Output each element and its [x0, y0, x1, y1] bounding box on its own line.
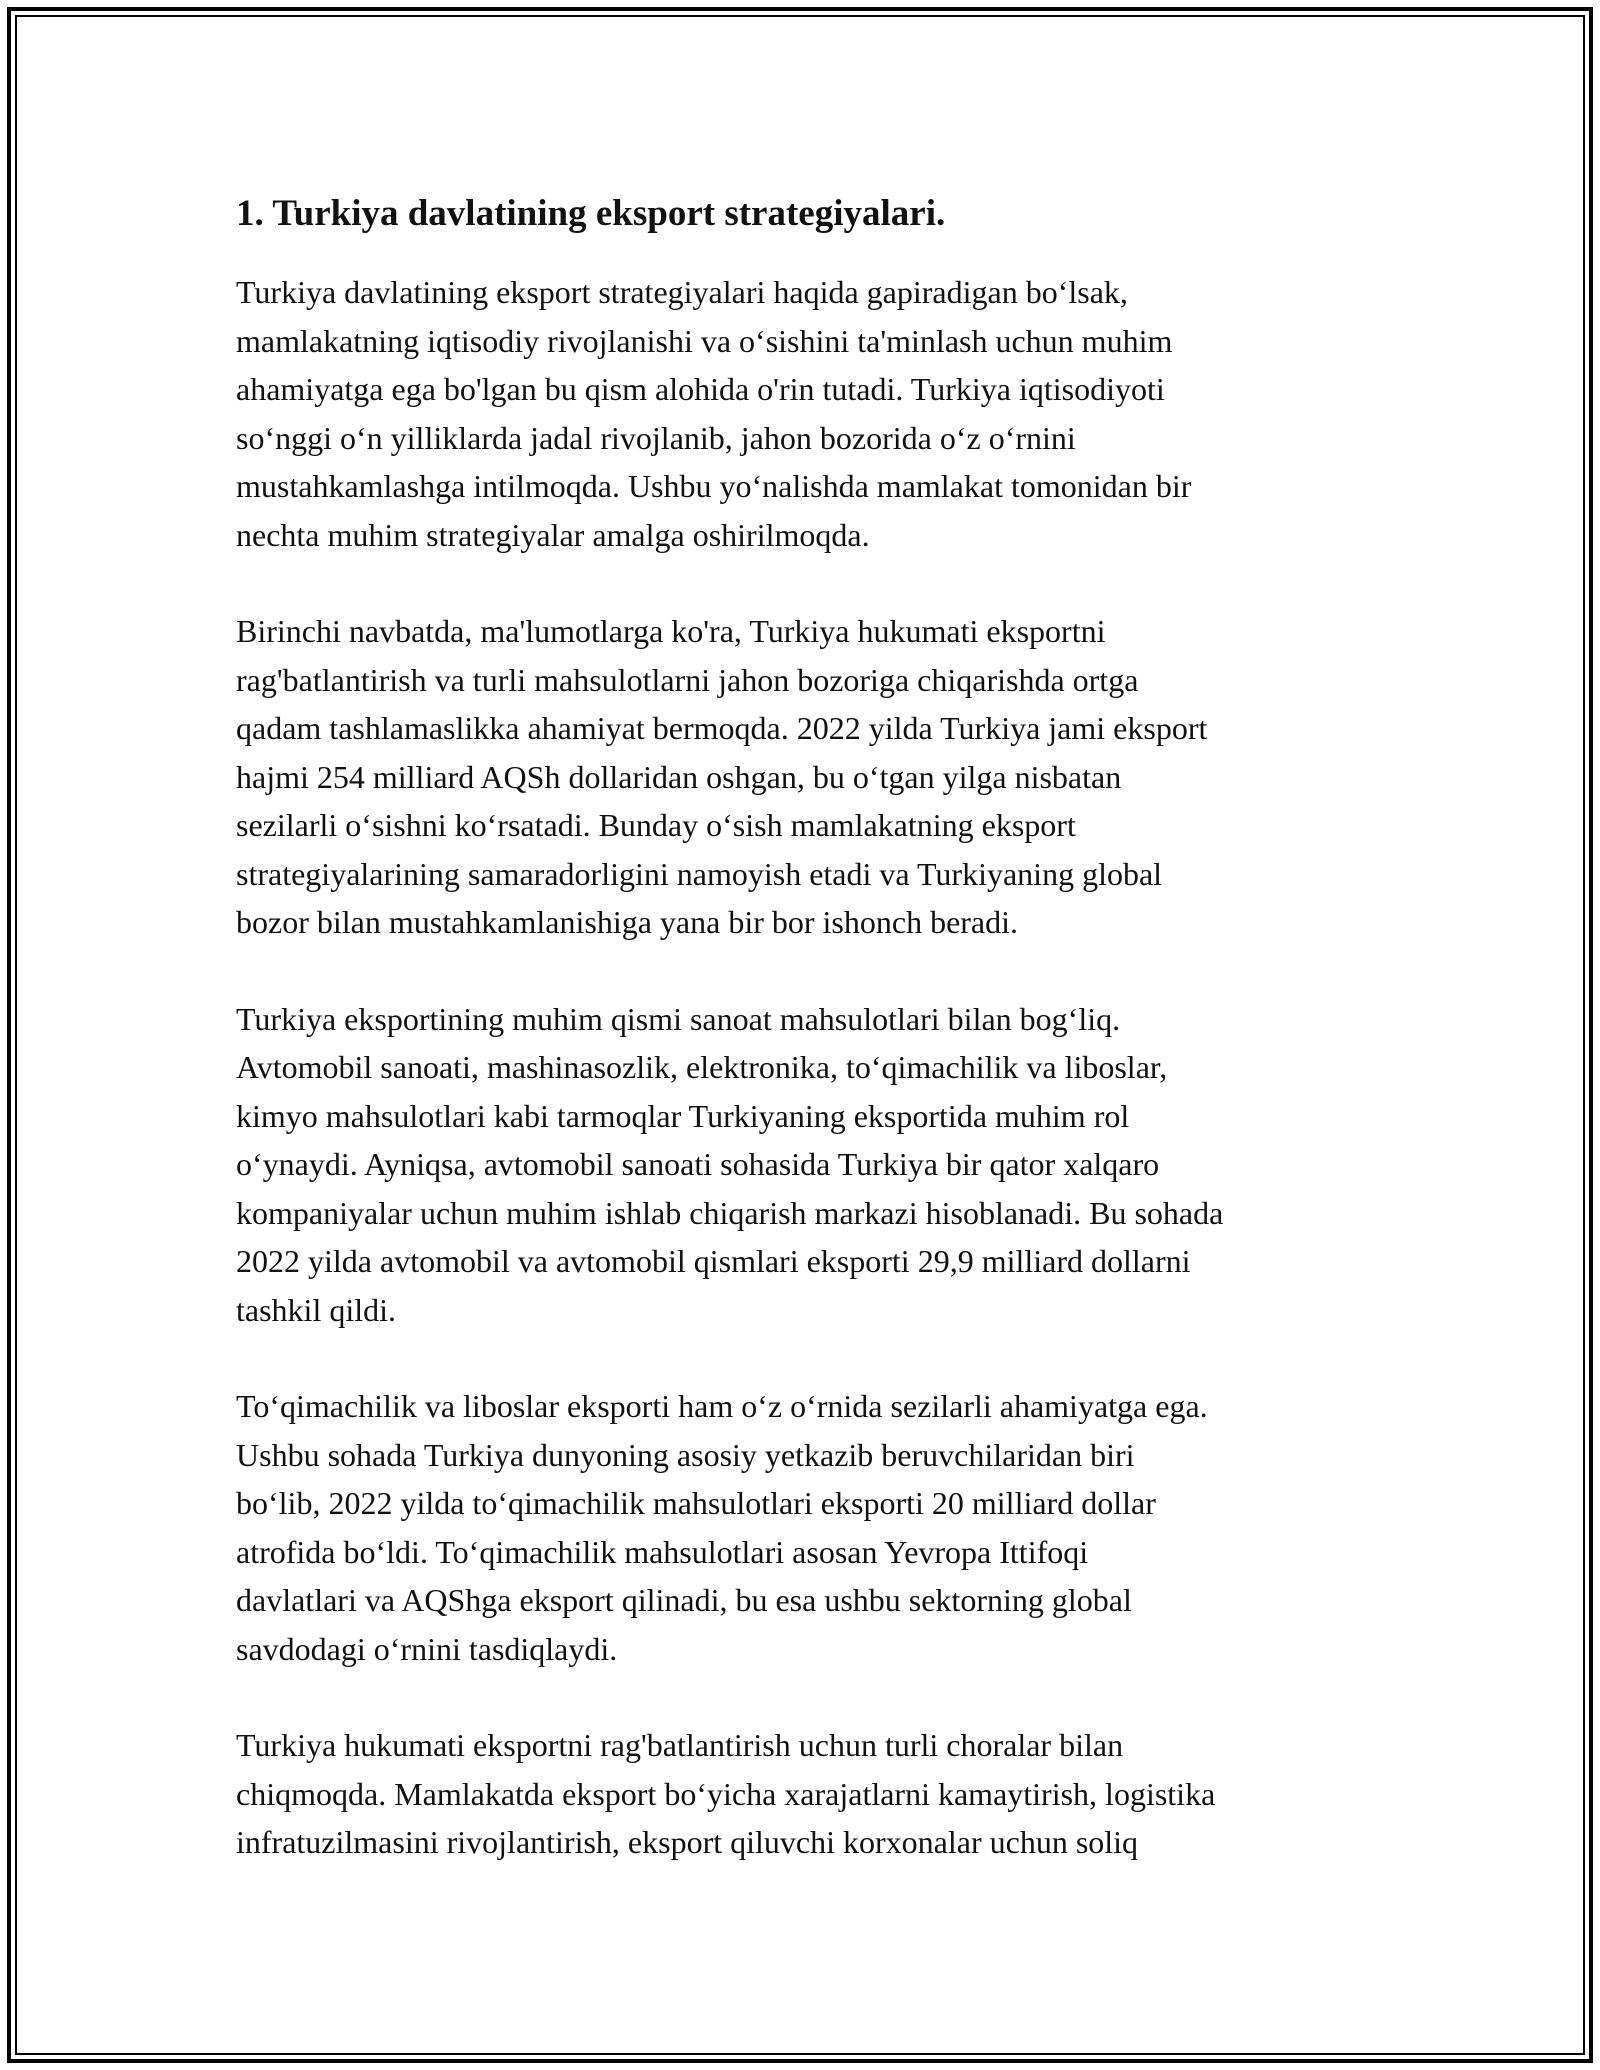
- paragraph-3: [236, 995, 1376, 1335]
- text-line: tashkil qildi.: [236, 1291, 396, 1328]
- text-line: sezilarli o‘sishni ko‘rsatadi. Bunday o‘sish mamlakatning eksport: [236, 807, 1076, 843]
- text-line: strategiyalarining samaradorligini namoyish etadi va Turkiyaning global: [236, 855, 1163, 892]
- text-line: o‘ynaydi. Ayniqsa, avtomobil sanoati sohasida Turkiya bir qator xalqaro: [236, 1146, 1160, 1182]
- text-line: To‘qimachilik va liboslar eksporti ham o‘z o‘rnida sezilarli ahamiyatga ega.: [236, 1388, 1208, 1424]
- text-line: Turkiya eksportining muhim qismi sanoat mahsulotlari bilan bog‘liq.: [236, 1000, 1121, 1037]
- text-line: infratuzilmasini rivojlantirish, eksport qiluvchi korxonalar uchun soliq: [236, 1824, 1139, 1860]
- document-body: [236, 186, 1376, 1915]
- text-line: kimyo mahsulotlari kabi tarmoqlar Turkiyaning eksportida muhim rol: [236, 1097, 1130, 1134]
- text-line: mamlakatning iqtisodiy rivojlanishi va o‘sishini ta'minlash uchun muhim: [236, 322, 1173, 359]
- text-line: Ushbu sohada Turkiya dunyoning asosiy yetkazib beruvchilaridan biri: [236, 1436, 1135, 1473]
- text-line: so‘nggi o‘n yilliklarda jadal rivojlanib, jahon bozorida o‘z o‘rnini: [236, 419, 1076, 456]
- text-line: bo‘lib, 2022 yilda to‘qimachilik mahsulotlari eksporti 20 milliard dollar: [236, 1485, 1156, 1521]
- text-line: qadam tashlamaslikka ahamiyat bermoqda. 2022 yilda Turkiya jami eksport: [236, 710, 1208, 746]
- text-line: Turkiya hukumati eksportni rag'batlantirish uchun turli choralar bilan: [236, 1727, 1124, 1763]
- text-line: Turkiya davlatining eksport strategiyalari haqida gapiradigan bo‘lsak,: [236, 274, 1128, 310]
- text-line: ahamiyatga ega bo'lgan bu qism alohida o'rin tutadi. Turkiya iqtisodiyoti: [236, 371, 1165, 407]
- text-line: Avtomobil sanoati, mashinasozlik, elektronika, to‘qimachilik va liboslar,: [236, 1049, 1168, 1085]
- paragraph-5: [236, 1721, 1376, 1867]
- text-line: davlatlari va AQShga eksport qilinadi, bu esa ushbu sektorning global: [236, 1582, 1132, 1618]
- text-line: Birinchi navbatda, ma'lumotlarga ko'ra, Turkiya hukumati eksportni: [236, 613, 1106, 649]
- paragraph-4: [236, 1382, 1376, 1673]
- text-line: chiqmoqda. Mamlakatda eksport bo‘yicha xarajatlarni kamaytirish, logistika: [236, 1775, 1216, 1812]
- text-line: rag'batlantirish va turli mahsulotlarni jahon bozoriga chiqarishda ortga: [236, 661, 1139, 698]
- section-heading: 1. Turkiya davlatining eksport strategiyalari.: [236, 193, 946, 234]
- paragraph-2: [236, 607, 1376, 947]
- text-line: savdodagi o‘rnini tasdiqlaydi.: [236, 1630, 618, 1667]
- text-line: 2022 yilda avtomobil va avtomobil qismlari eksporti 29,9 milliard dollarni: [236, 1243, 1191, 1279]
- text-line: kompaniyalar uchun muhim ishlab chiqarish markazi hisoblanadi. Bu sohada: [236, 1194, 1224, 1231]
- text-line: mustahkamlashga intilmoqda. Ushbu yo‘nalishda mamlakat tomonidan bir: [236, 468, 1192, 504]
- paragraph-1: [236, 268, 1376, 559]
- text-line: atrofida bo‘ldi. To‘qimachilik mahsulotlari asosan Yevropa Ittifoqi: [236, 1533, 1089, 1570]
- text-line: nechta muhim strategiyalar amalga oshirilmoqda.: [236, 516, 870, 553]
- text-line: hajmi 254 milliard AQSh dollaridan oshgan, bu o‘tgan yilga nisbatan: [236, 758, 1122, 795]
- text-line: bozor bilan mustahkamlanishiga yana bir bor ishonch beradi.: [236, 904, 1019, 940]
